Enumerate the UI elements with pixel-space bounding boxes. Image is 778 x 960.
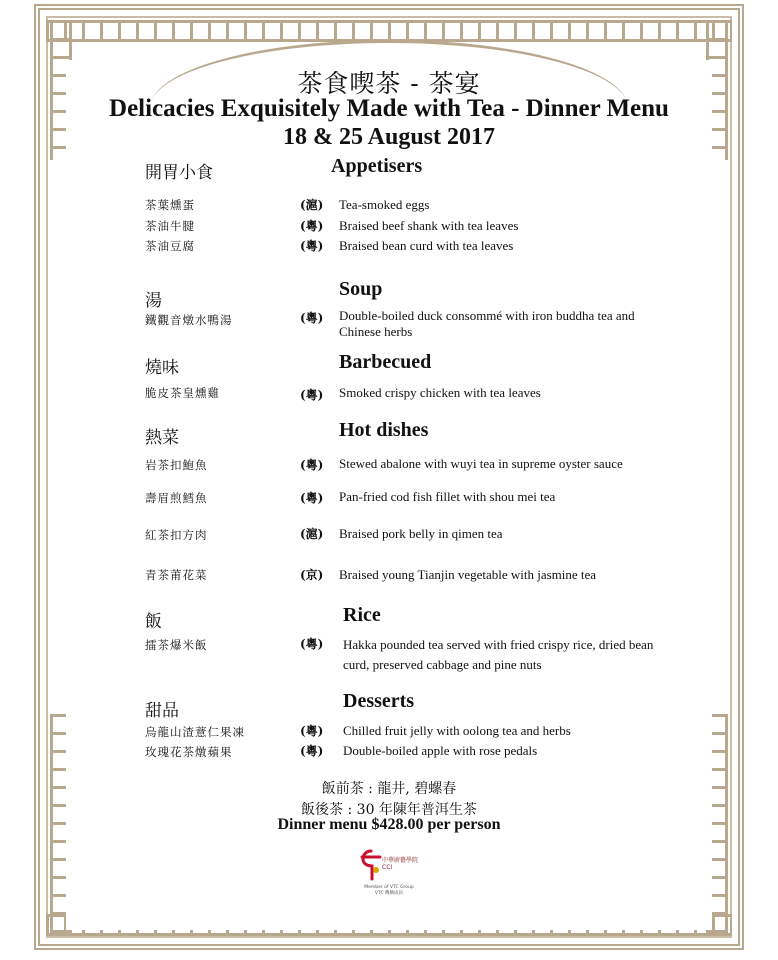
region-tag: (粵): [300, 219, 324, 233]
section-title-cn-desserts: 甜品: [145, 701, 179, 721]
menu-item-cn: 紅茶扣方肉: [145, 528, 208, 542]
region-tag: (粵): [300, 388, 324, 402]
section-title-cn-soup: 湯: [145, 291, 162, 311]
menu-item-en-line1: Double-boiled duck consommé with iron buddha tea and: [339, 308, 635, 323]
menu-item-cn: 鐵觀音燉水鴨湯: [145, 313, 233, 327]
menu-item-cn: 玫瑰花茶燉蘋果: [145, 745, 233, 759]
menu-item-en: Double-boiled apple with rose pedals: [343, 743, 538, 758]
menu-item-en: Braised bean curd with tea leaves: [339, 238, 514, 253]
section-title-cn-rice: 飯: [145, 612, 162, 632]
tea-before-meal: 飯前茶 : 龍井, 碧螺春: [321, 781, 457, 797]
logo-abbr: CCI: [382, 864, 393, 871]
menu-item-en: Pan-fried cod fish fillet with shou mei tea: [339, 489, 556, 504]
institute-logo: [356, 843, 422, 925]
section-title-en-rice: Rice: [343, 604, 381, 626]
menu-item-cn: 岩茶扣鮑魚: [145, 458, 208, 472]
menu-item-cn: 壽眉煎鱈魚: [145, 491, 208, 505]
menu-item-en: Braised pork belly in qimen tea: [339, 526, 503, 541]
section-title-en-barbecued: Barbecued: [339, 351, 432, 373]
logo-subtext: Member of VTC Group VTC 機構成員: [364, 885, 414, 896]
section-title-cn-barbecued: 燒味: [145, 358, 179, 378]
top-fret-pattern: [46, 20, 732, 42]
menu-item-en: Chilled fruit jelly with oolong tea and herbs: [343, 723, 571, 738]
section-title-cn-appetisers: 開胃小食: [145, 163, 213, 183]
region-tag: (滬): [300, 198, 324, 212]
title-chinese: 茶食喫茶 - 茶宴: [297, 69, 481, 98]
menu-item-cn: 青茶莆花菜: [145, 568, 208, 582]
menu-item-cn: 茶葉燻蛋: [145, 198, 195, 212]
menu-item-en-line1: Hakka pounded tea served with fried crispy rice, dried bean: [343, 637, 654, 652]
region-tag: (粵): [300, 311, 324, 325]
menu-item-cn: 茶油牛腱: [145, 219, 195, 233]
region-tag: (粵): [300, 491, 324, 505]
menu-item-cn: 擂茶爆米飯: [145, 638, 208, 652]
tea-after-meal: 飯後茶 : 30 年陳年普洱生茶: [301, 802, 477, 818]
menu-item-en: Braised young Tianjin vegetable with jasmine tea: [339, 567, 597, 582]
region-tag: (滬): [300, 527, 324, 541]
region-tag: (京): [300, 568, 324, 582]
section-title-en-soup: Soup: [339, 278, 383, 300]
menu-item-cn: 脆皮茶皇燻雞: [145, 386, 220, 400]
region-tag: (粵): [300, 724, 324, 738]
menu-item-en: Smoked crispy chicken with tea leaves: [339, 385, 541, 400]
region-tag: (粵): [300, 637, 324, 651]
menu-item-cn: 烏龍山渣薏仁果凍: [145, 725, 245, 739]
region-tag: (粵): [300, 744, 324, 758]
menu-item-en-line2: Chinese herbs: [339, 324, 413, 339]
menu-date: 18 & 25 August 2017: [282, 124, 496, 150]
section-title-en-hot-dishes: Hot dishes: [339, 419, 429, 441]
menu-item-en-line2: curd, preserved cabbage and pine nuts: [343, 657, 542, 672]
logo-mark-icon: [360, 847, 382, 881]
region-tag: (粵): [300, 458, 324, 472]
section-title-en-desserts: Desserts: [343, 690, 415, 712]
menu-item-en: Stewed abalone with wuyi tea in supreme oyster sauce: [339, 456, 623, 471]
menu-item-en: Tea-smoked eggs: [339, 197, 430, 212]
title-english: Delicacies Exquisitely Made with Tea - Dinner Menu: [109, 95, 669, 122]
menu-item-en: Braised beef shank with tea leaves: [339, 218, 519, 233]
section-title-en-appetisers: Appetisers: [331, 155, 423, 177]
section-title-cn-hot-dishes: 熱菜: [145, 428, 179, 448]
region-tag: (粵): [300, 239, 324, 253]
menu-price: Dinner menu $428.00 per person: [277, 816, 501, 833]
menu-item-cn: 茶油豆腐: [145, 239, 195, 253]
logo-name: 中華廚藝學院 CCI: [382, 857, 419, 871]
